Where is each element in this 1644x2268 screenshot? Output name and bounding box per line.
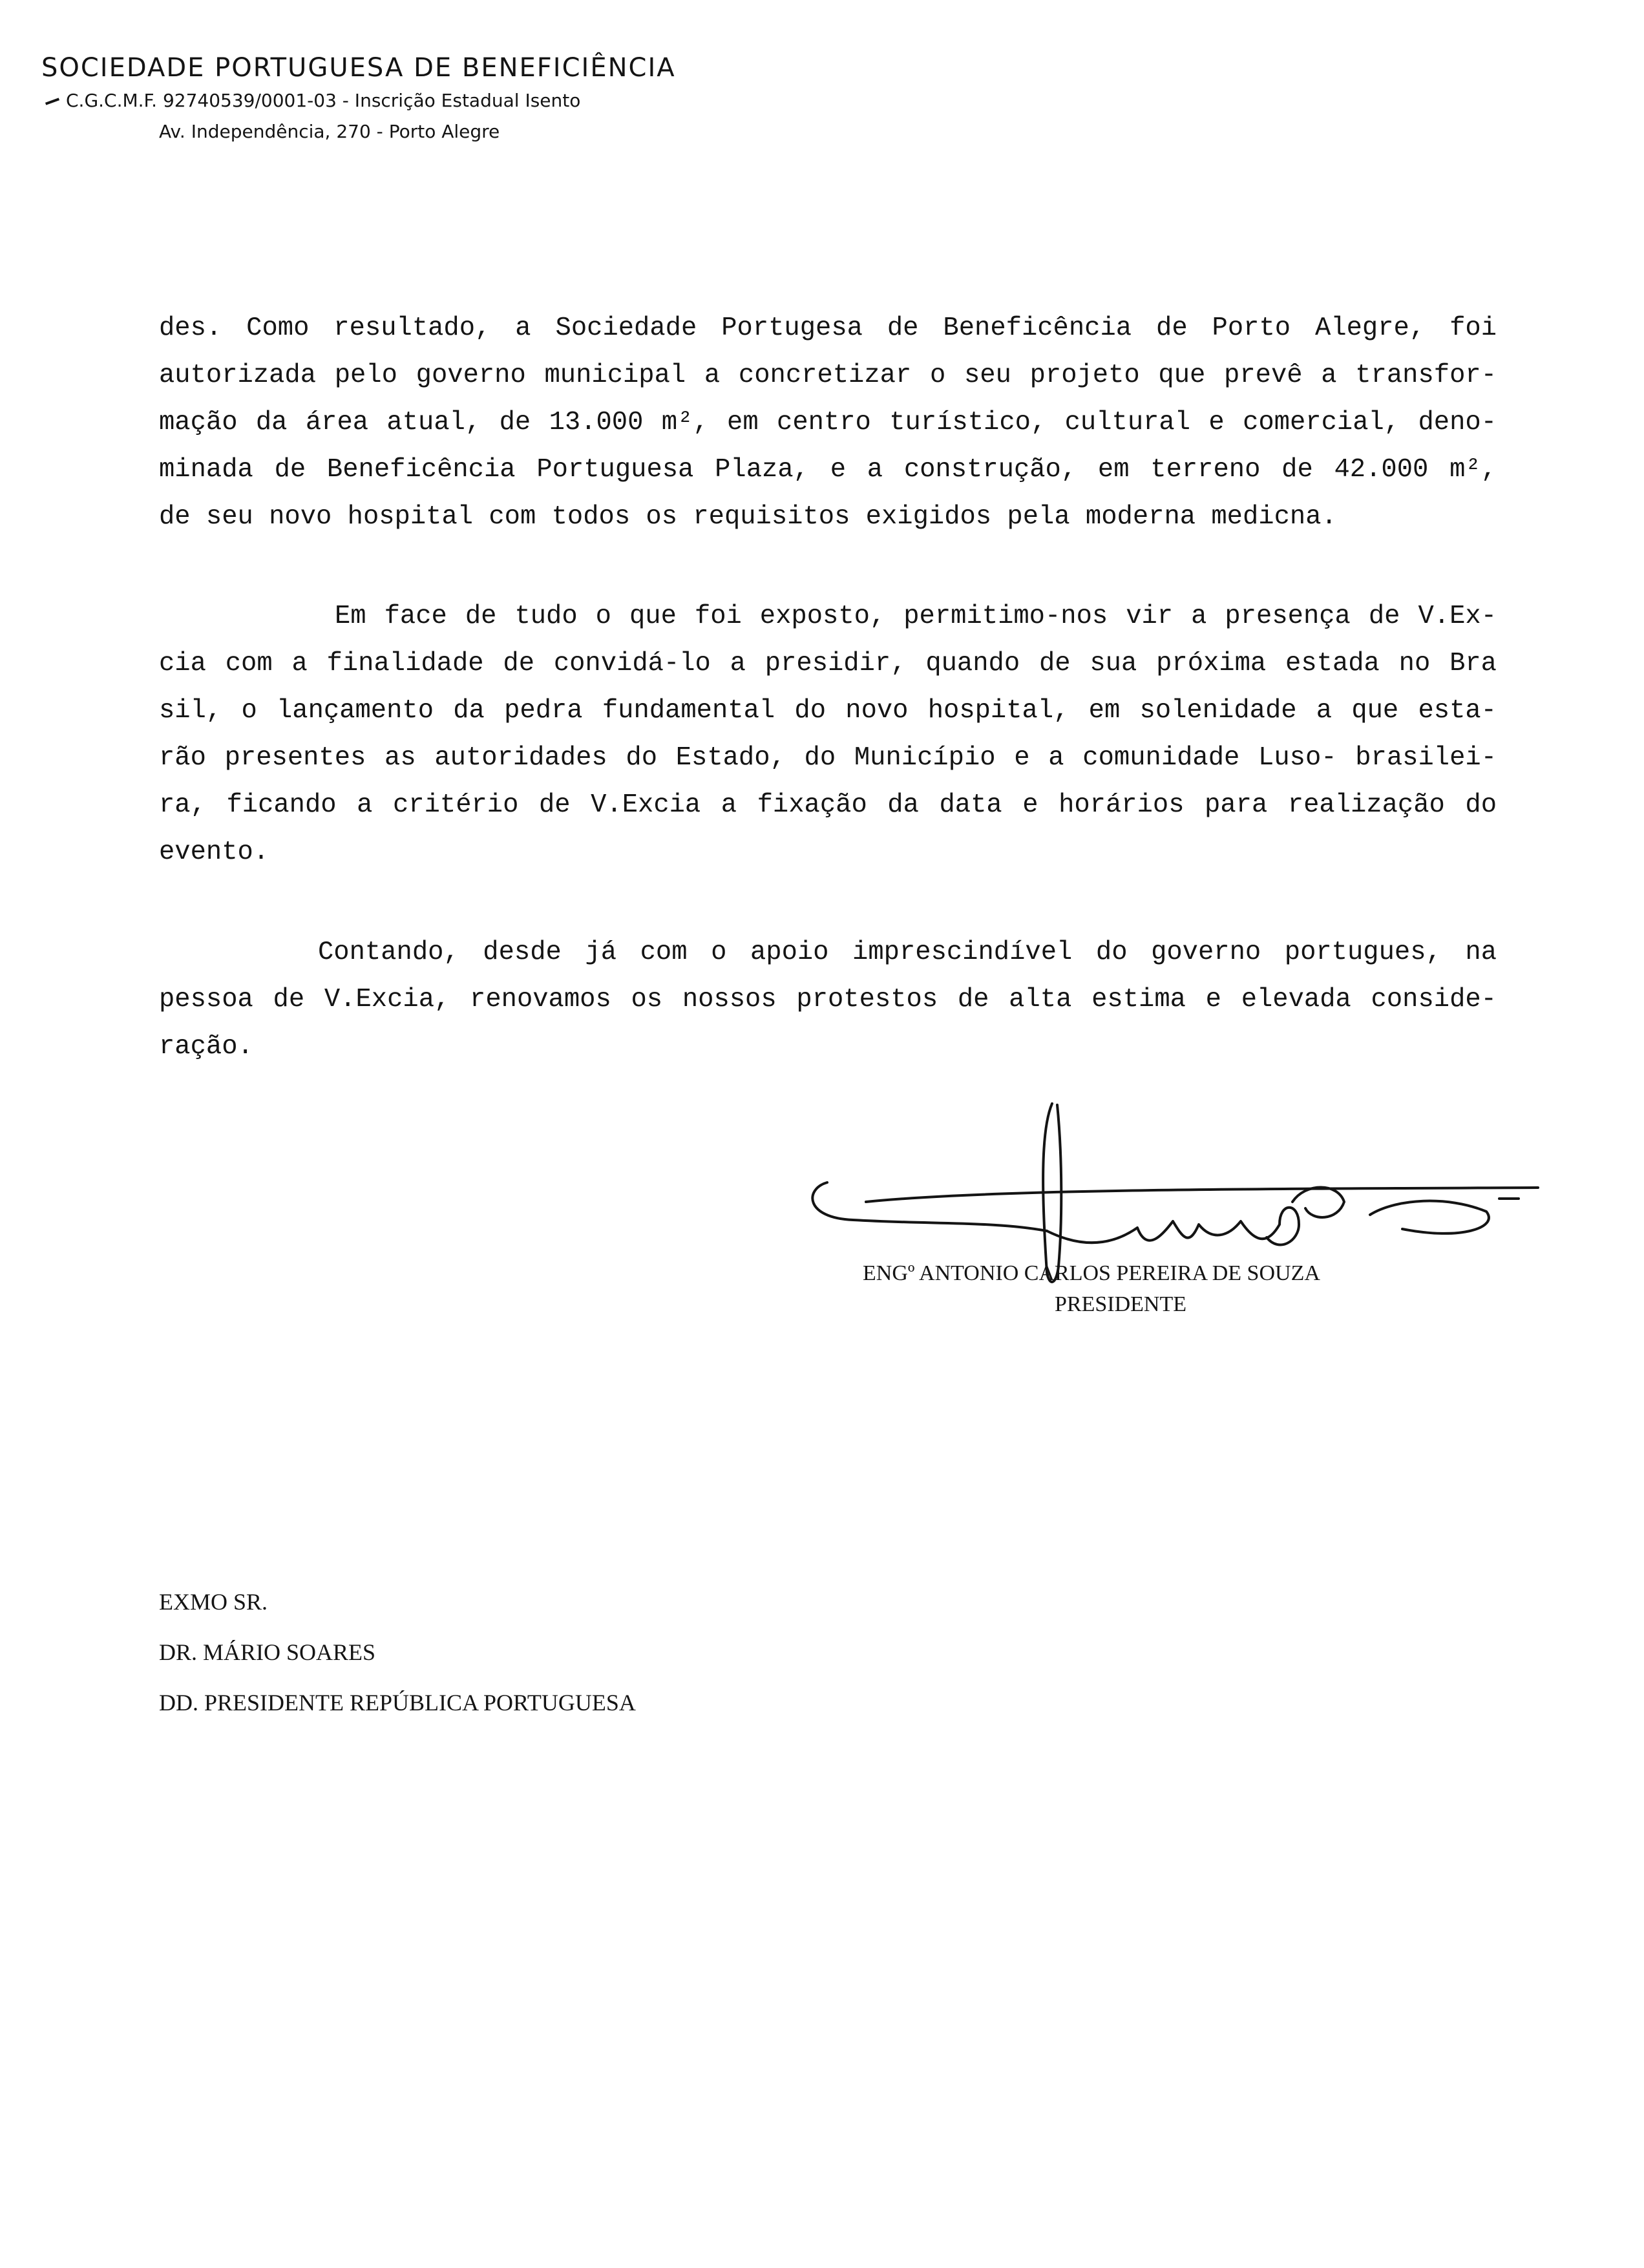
text-line: des. Como resultado, a Sociedade Portugesa de Beneficência de Porto Alegre, foi — [159, 313, 1497, 343]
organization-name: SOCIEDADE PORTUGUESA DE BENEFICIÊNCIA — [41, 53, 676, 83]
recipient-salutation: EXMO SR. — [159, 1589, 268, 1615]
text-line: evento. — [159, 837, 269, 867]
text-line: autorizada pelo governo municipal a concretizar o seu projeto que prevê a transfor- — [159, 361, 1497, 390]
text-line: mação da área atual, de 13.000 m², em centro turístico, cultural e comercial, deno- — [159, 408, 1497, 437]
text-line: Contando, desde já com o apoio imprescindível do governo portugues, na — [318, 938, 1497, 967]
recipient-block — [159, 1577, 636, 1728]
text-line: sil, o lançamento da pedra fundamental do novo hospital, em solenidade a que esta- — [159, 696, 1497, 726]
text-line: ra, ficando a critério de V.Excia a fixação da data e horários para realização do — [159, 790, 1497, 820]
text-line: minada de Beneficência Portuguesa Plaza, e a construção, em terreno de 42.000 m², — [159, 455, 1497, 485]
paragraph-2 — [159, 593, 1497, 876]
paragraph-1 — [159, 305, 1497, 541]
text-line: ração. — [159, 1032, 253, 1062]
text-line: Em face de tudo o que foi exposto, permitimo-nos vir a presença de V.Ex- — [335, 602, 1497, 631]
text-line: pessoa de V.Excia, renovamos os nossos protestos de alta estima e elevada conside- — [159, 985, 1497, 1014]
signatory-title: PRESIDENTE — [1055, 1292, 1186, 1316]
dash-mark — [45, 98, 59, 105]
text-line: rão presentes as autoridades do Estado, do Município e a comunidade Luso- brasilei- — [159, 743, 1497, 773]
text-line: de seu novo hospital com todos os requisitos exigidos pela moderna medicna. — [159, 502, 1337, 532]
letterhead — [23, 50, 676, 147]
registration-number: C.G.C.M.F. 92740539/0001-03 - Inscrição Estadual Isento — [66, 90, 581, 111]
signatory-name: ENGº ANTONIO CARLOS PEREIRA DE SOUZA — [863, 1261, 1320, 1285]
paragraph-3 — [159, 929, 1497, 1071]
text-line: cia com a finalidade de convidá-lo a presidir, quando de sua próxima estada no Bra — [159, 649, 1497, 678]
recipient-name: DR. MÁRIO SOARES — [159, 1639, 376, 1665]
organization-address: Av. Independência, 270 - Porto Alegre — [159, 121, 500, 142]
recipient-position: DD. PRESIDENTE REPÚBLICA PORTUGUESA — [159, 1690, 636, 1716]
